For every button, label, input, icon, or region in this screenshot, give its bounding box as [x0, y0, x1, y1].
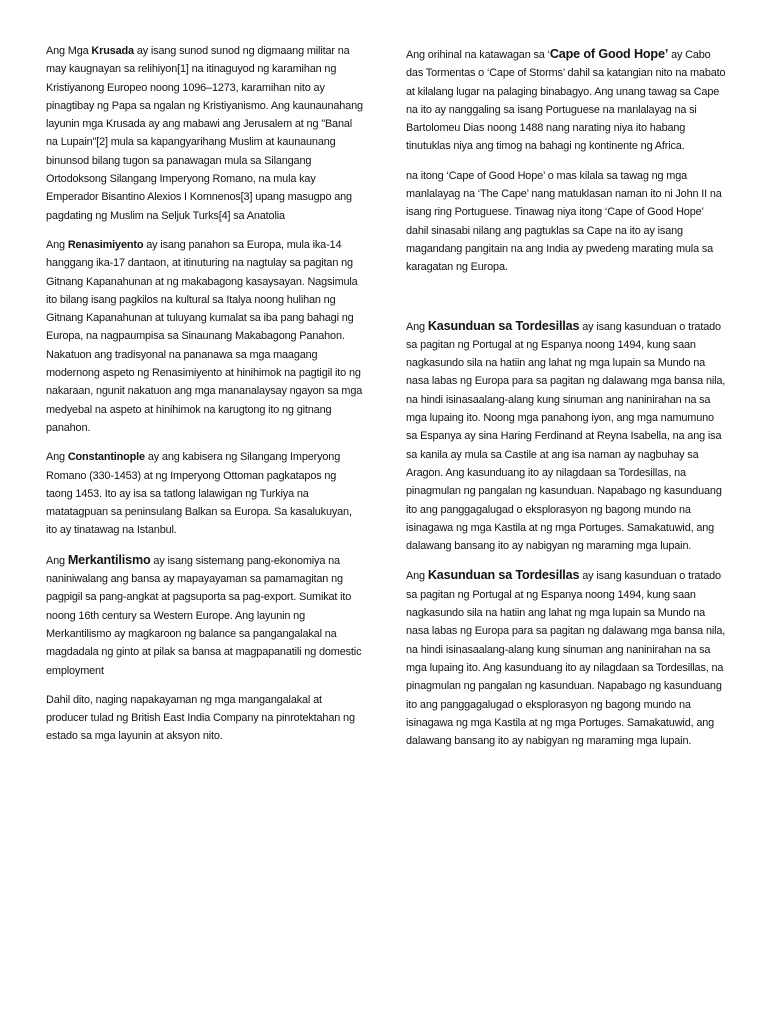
paragraph-kasunduan-tordesillas-1 [406, 317, 726, 556]
paragraph-kasunduan-tordesillas-2 [406, 566, 726, 750]
krusada-body: ay isang sunod sunod ng digmaang militar na may kaugnayan sa relihiyon[1] na itinaguyod ng karamihan ng Kristiyanong Europeo noong 1096–1273, karamihan nito ay pinagtibay ng Papa sa ngalan ng Kristiyanismo. Ang kaunaunahang layunin mga Krusada ay ang mabawi ang Jerusalem at ng "Banal na Lupain"[2] mula sa kapangyarihang Muslim at kaunaunang binunsod bilang tugon sa panawagan mula sa Silangang Ortodoksong Silangang Imperyong Romano, na mula kay Emperador Bisantino Alexios I Komnenos[3] upang masugpo ang pagdating ng Muslim na Seljuk Turks[4] sa Anatolia [46, 45, 363, 222]
dahil-dito-body: Dahil dito, naging napakayaman ng mga mangangalakal at producer tulad ng British East India Company na pinrotektahan ng estado sa mga layunin at aksyon nito. [46, 693, 355, 743]
paragraph-constantinople [46, 448, 364, 539]
kasunduan1-body: ay isang kasunduan o tratado sa pagitan ng Portugal at ng Espanya noong 1494, kung saan nagkasundo sila na hatiin ang lahat ng mga lupain sa Mundo na nasa labas ng Europa para sa pagitan ng dalawang mga bansa nila, na hindi isinasaalang-alang kung sinuman ang naninirahan na sa mga lupaing ito. Noong mga panahong iyon, ang mga namumuno sa Espanya ay sina Haring Ferdinand at Reyna Isabella, na ang isa sa kanila ay mula sa Castile at ang isa naman ay nagbuhay sa Aragon. Ang kasunduang ito ay nilagdaan sa Tordesillas, na pinagmulan ng pangalan ng kasunduan. Napabago ng kasunduang ito ang panggagalugad o eksplorasyon ng bagong mundo na isinagawa ng mga Kastila at ng mga Portuges. Samakatuwid, ang dalawang bansang ito ay nabigyan ng maraming mga lupain. [406, 320, 726, 553]
krusada-intro: Ang Mga [46, 45, 92, 57]
term-krusada: Krusada [91, 45, 134, 57]
cape2-body: na itong ‘Cape of Good Hope’ o mas kilala sa tawag ng mga manlalayag na ‘The Cape’ nang matuklasan naman ito ni John II na isang ring Portuguese. Tinawag niya itong ‘Cape of Good Hope’ dahil sinasabi nilang ang pagtuklas sa Cape na ito ay isang magandang pangitain na ang India ay pwedeng marating mula sa karagatan ng Europa. [406, 169, 722, 274]
term-renasimiyento: Renasimiyento [67, 238, 144, 251]
kasunduan2-body: ay isang kasunduan o tratado sa pagitan ng Portugal at ng Espanya noong 1494, kung saan nagkasundo sila na hatiin ang lahat ng mga lupain sa Mundo na nasa labas ng Europa para sa pagitan ng dalawang mga bansa nila, na hindi isinasaalang-alang kung sinuman ang naninirahan na sa mga lupaing ito. Ang kasunduang ito ay nilagdaan sa Tordesillas, na pinagmulan ng pangalan ng kasunduan. Napabago ng kasunduang ito ang panggagalugad o eksplorasyon ng bagong mundo na isinagawa ng mga Kastila at ng mga Portuges. Samakatuwid, ang dalawang bansang ito ay nabigyan ng maraming mga lupain. [406, 570, 726, 748]
renasimiyento-body: ay isang panahon sa Europa, mula ika-14 hanggang ika-17 dantaon, at itinuturing na nagtulay sa pagitan ng Gitnang Kapanahunan at ng makabagong kasaysayan. Nagsimula ito bilang isang pagkilos na kultural sa Italya noong hulihan ng Gitnang Kapanahunan at tuluyang kumalat sa iba pang bahagi ng Europa, na nagpaumpisa sa Sinaunang Makabagong Panahon. Nakatuon ang tradisyonal na pananawa sa mga maagang modernong aspeto ng Renasimiyento at hinihimok na pagtigil ito ng nakaraan, ngunit nakatuon ang mga mananalaysay ngayon sa mga medyebal na aspeto at hinihimok na karugtong ito ng gitnang panahon. [46, 238, 363, 434]
kasunduan1-intro: Ang [406, 320, 428, 333]
renasimiyento-intro: Ang [46, 238, 68, 251]
cape1-intro: Ang orihinal na katawagan sa ‘ [406, 49, 550, 61]
paragraph-cape-of-good-hope-naming [406, 167, 726, 277]
term-constantinople: Constantinople [67, 451, 145, 464]
term-cape-of-good-hope: Cape of Good Hope’ [549, 47, 669, 61]
term-merkantilismo: Merkantilismo [67, 552, 151, 567]
term-kasunduan-tordesillas-1: Kasunduan sa Tordesillas [427, 318, 580, 333]
left-column [46, 40, 364, 746]
kasunduan2-intro: Ang [406, 570, 428, 583]
merkantilismo-body: ay isang sistemang pang-ekonomiya na naniniwalang ang bansa ay mapayayaman sa pamamagitan ng pagpigil sa pang-angkat at pagsuporta sa pag-export. Sumikat ito noong 16th century sa Western Europe. Ang layunin ng Merkantilismo ay magkaroon ng balance sa pangangalakal na magdadala ng ginto at pilak sa bansa at magpapanatili ng domestic employment [46, 554, 362, 677]
term-kasunduan-tordesillas-2: Kasunduan sa Tordesillas [427, 568, 580, 583]
right-column [406, 40, 726, 750]
cape1-body: ay Cabo das Tormentas o ‘Cape of Storms’ dahil sa katangian nito na mabato at kilalang lugar na palaging binabagyo. Ang unang tawag sa Cape na ito ay nanggaling sa isang Portuguese na manlalayag na si Bartolomeu Dias noong 1488 nang narating niya ito habang tinutuklas niya ang timog na bahagi ng kontinente ng Africa. [406, 49, 726, 153]
paragraph-renasimiyento [46, 236, 364, 437]
paragraph-krusada [46, 42, 364, 225]
merkantilismo-intro: Ang [46, 554, 68, 567]
constantinople-intro: Ang [46, 451, 68, 464]
paragraph-dahil-dito [46, 691, 364, 746]
paragraph-merkantilismo [46, 551, 364, 680]
constantinople-body: ay ang kabisera ng Silangang Imperyong Romano (330-1453) at ng Imperyong Ottoman pagkatapos ng taong 1453. Ito ay isa sa tatlong lalawigan ng Turkiya na matatagpuan sa peninsulang Balkan sa Europa. Sa kasalukuyan, ito ay tinatawag na Istanbul. [46, 451, 352, 537]
paragraph-cape-of-good-hope-origin [406, 45, 726, 156]
